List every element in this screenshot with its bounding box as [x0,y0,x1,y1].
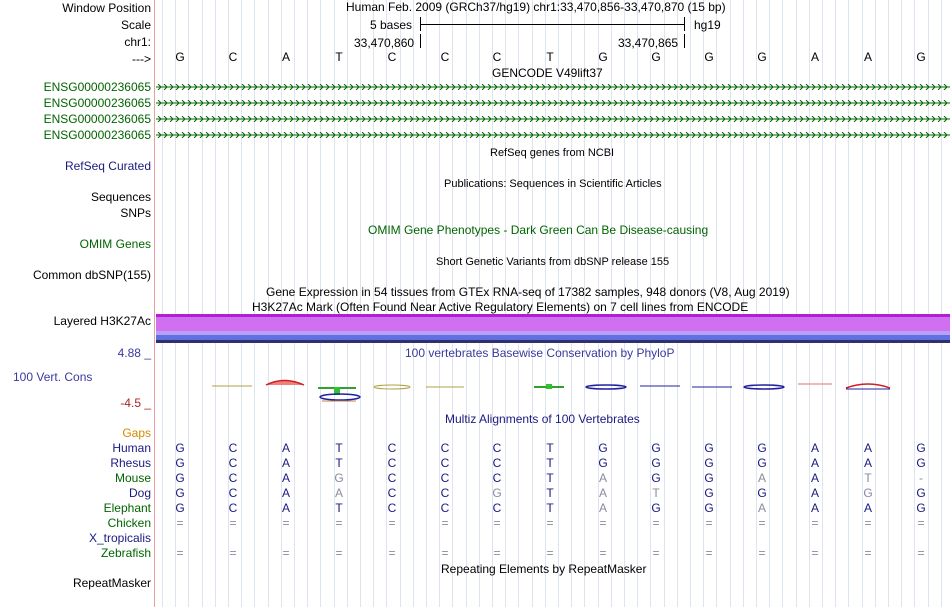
alignment-base-mouse: G [334,471,344,485]
alignment-base-chicken: = [335,516,343,530]
refseq-track-label[interactable]: RefSeq Curated [64,159,151,173]
alignment-base-elephant: C [387,501,397,515]
reference-base: G [651,50,661,64]
alignment-base-dog: G [492,486,502,500]
coord-left-tick [420,34,421,48]
alignment-base-elephant: C [228,501,238,515]
alignment-base-mouse: C [440,471,450,485]
coord-left: 33,470,860 [354,36,415,50]
alignment-base-dog: A [334,486,343,500]
alignment-base-zebrafish: = [599,546,607,560]
alignment-base-dog: G [863,486,873,500]
alignment-base-chicken: = [441,516,449,530]
scale-bar-left-tick [420,17,421,31]
coord-right: 33,470,865 [618,36,679,50]
publications-title: Publications: Sequences in Scientific Articles [444,178,662,190]
assembly-label: hg19 [694,18,721,32]
species-label-human: Human [112,441,151,455]
gene-label[interactable]: ENSG00000236065 [43,96,151,110]
window-position-label: Window Position [62,1,151,15]
alignment-base-zebrafish: = [176,546,184,560]
alignment-base-zebrafish: = [441,546,449,560]
species-label-mouse: Mouse [114,471,151,485]
species-label-elephant: Elephant [103,501,151,515]
alignment-base-zebrafish: = [282,546,290,560]
gene-label[interactable]: ENSG00000236065 [43,80,151,94]
alignment-base-human: G [757,441,767,455]
conservation-plot [156,370,950,406]
alignment-base-chicken: = [864,516,872,530]
alignment-base-dog: G [757,486,767,500]
gridline [162,0,163,607]
alignment-base-zebrafish: = [705,546,713,560]
alignment-base-chicken: = [493,516,501,530]
alignment-base-mouse: G [704,471,714,485]
alignment-base-mouse: T [546,471,554,485]
alignment-base-elephant: G [704,501,714,515]
gridline [796,0,797,607]
alignment-base-mouse: C [492,471,502,485]
alignment-base-mouse: C [387,471,397,485]
gene-label[interactable]: ENSG00000236065 [43,112,151,126]
alignment-base-mouse: G [651,471,661,485]
reference-base: C [492,50,502,64]
h3k27ac-band-dark [156,340,950,343]
alignment-base-chicken: = [652,516,660,530]
alignment-base-rhesus: G [175,456,185,470]
gene-label[interactable]: ENSG00000236065 [43,128,151,142]
gaps-label: Gaps [122,426,151,440]
omim-track-label[interactable]: OMIM Genes [79,237,151,251]
alignment-base-rhesus: G [757,456,767,470]
multiz-title: Multiz Alignments of 100 Vertebrates [445,412,640,426]
alignment-base-chicken: = [388,516,396,530]
conservation-max-label: 4.88 _ [117,346,151,360]
alignment-base-human: T [335,441,343,455]
reference-base: G [704,50,714,64]
alignment-base-elephant: G [175,501,185,515]
genome-browser-image[interactable] [156,0,950,607]
reference-base: C [228,50,238,64]
alignment-base-mouse: C [228,471,238,485]
alignment-base-zebrafish: = [864,546,872,560]
alignment-base-dog: G [704,486,714,500]
alignment-base-chicken: = [917,516,925,530]
species-label-zebrafish: Zebrafish [100,546,151,560]
reference-base: C [387,50,397,64]
alignment-base-elephant: A [281,501,290,515]
reference-base: G [175,50,185,64]
alignment-base-human: C [387,441,397,455]
sequences-track-label[interactable]: Sequences [90,190,151,204]
alignment-base-zebrafish: = [546,546,554,560]
alignment-base-zebrafish: = [493,546,501,560]
species-label-rhesus: Rhesus [110,456,151,470]
species-label-xtropicalis: X_tropicalis [88,531,151,545]
alignment-base-human: G [598,441,608,455]
alignment-base-human: G [651,441,661,455]
reference-base: T [335,50,343,64]
alignment-base-zebrafish: = [335,546,343,560]
alignment-base-mouse: A [598,471,607,485]
alignment-base-mouse: A [281,471,290,485]
alignment-base-chicken: = [176,516,184,530]
reference-base: G [916,50,926,64]
position-header: Human Feb. 2009 (GRCh37/hg19) chr1:33,470,856-33,470,870 (15 bp) [346,0,726,14]
h3k27ac-title: H3K27Ac Mark (Often Found Near Active Regulatory Elements) on 7 cell lines from ENCODE [252,300,749,314]
track-label-panel [0,0,154,607]
omim-title: OMIM Gene Phenotypes - Dark Green Can Be Disease-causing [368,223,709,237]
alignment-base-dog: G [175,486,185,500]
alignment-base-chicken: = [229,516,237,530]
gridline [888,0,889,607]
scale-bar [420,24,684,25]
alignment-base-human: C [440,441,450,455]
gridline [941,0,942,607]
species-label-dog: Dog [128,486,151,500]
alignment-base-elephant: T [546,501,554,515]
reference-base: A [281,50,290,64]
alignment-base-human: A [281,441,290,455]
alignment-base-elephant: A [757,501,766,515]
dbsnp-track-label[interactable]: Common dbSNP(155) [32,268,151,282]
gene-track-2[interactable] [156,116,950,122]
snps-track-label[interactable]: SNPs [120,206,151,220]
alignment-base-elephant: C [492,501,502,515]
alignment-base-chicken: = [282,516,290,530]
reference-base: A [810,50,819,64]
alignment-base-elephant: G [916,501,926,515]
alignment-base-rhesus: G [598,456,608,470]
gridline [215,0,216,607]
alignment-base-zebrafish: = [758,546,766,560]
gridline [782,0,783,607]
alignment-base-dog: G [916,486,926,500]
species-label-chicken: Chicken [107,516,151,530]
alignment-base-rhesus: A [810,456,819,470]
alignment-base-dog: T [546,486,554,500]
alignment-base-elephant: C [440,501,450,515]
scale-text: 5 bases [370,18,413,32]
alignment-base-elephant: G [651,501,661,515]
alignment-base-human: C [492,441,502,455]
alignment-base-chicken: = [811,516,819,530]
alignment-base-mouse: A [757,471,766,485]
alignment-base-human: C [228,441,238,455]
alignment-base-zebrafish: = [917,546,925,560]
alignment-base-human: G [175,441,185,455]
alignment-base-rhesus: C [387,456,397,470]
alignment-base-rhesus: T [335,456,343,470]
alignment-base-rhesus: C [492,456,502,470]
alignment-base-zebrafish: = [811,546,819,560]
panel-divider [154,0,155,607]
alignment-base-dog: A [810,486,819,500]
alignment-base-chicken: = [546,516,554,530]
alignment-base-mouse: T [864,471,872,485]
gridline [901,0,902,607]
refseq-title: RefSeq genes from NCBI [490,147,615,159]
dbsnp-title: Short Genetic Variants from dbSNP release 155 [436,256,670,268]
phylop-title: 100 vertebrates Basewise Conservation by PhyloP [405,346,675,360]
alignment-base-zebrafish: = [229,546,237,560]
reference-base: A [863,50,872,64]
h3k27ac-band-magenta [156,317,950,331]
alignment-base-rhesus: C [228,456,238,470]
alignment-base-zebrafish: = [388,546,396,560]
gridline [848,0,849,607]
alignment-base-rhesus: G [916,456,926,470]
alignment-base-dog: C [228,486,238,500]
gene-track-1[interactable] [156,100,950,106]
alignment-base-mouse: - [919,471,923,485]
alignment-base-chicken: = [705,516,713,530]
reference-base: G [757,50,767,64]
alignment-base-elephant: A [810,501,819,515]
alignment-base-rhesus: G [704,456,714,470]
alignment-base-dog: C [387,486,397,500]
coord-right-tick [684,34,685,48]
alignment-base-chicken: = [758,516,766,530]
alignment-base-zebrafish: = [652,546,660,560]
alignment-base-mouse: G [175,471,185,485]
alignment-base-rhesus: G [651,456,661,470]
alignment-base-elephant: A [863,501,872,515]
scale-label: Scale [120,18,151,32]
chrom-label: chr1: [124,35,151,49]
conservation-marks [212,381,890,402]
scale-bar-right-tick [684,17,685,31]
alignment-base-rhesus: C [440,456,450,470]
alignment-base-chicken: = [599,516,607,530]
reference-base: T [546,50,554,64]
gene-track-3[interactable] [156,132,950,138]
repeatmasker-track-label[interactable]: RepeatMasker [72,576,151,590]
alignment-base-dog: A [281,486,290,500]
gridline [835,0,836,607]
reference-base: C [440,50,450,64]
gene-track-0[interactable] [156,84,950,90]
h3k27ac-track-label[interactable]: Layered H3K27Ac [53,314,151,328]
repeatmasker-title: Repeating Elements by RepeatMasker [441,562,647,576]
gtex-title: Gene Expression in 54 tissues from GTEx RNA-seq of 17382 samples, 948 donors (V8, Aug 2019) [266,285,790,299]
reference-base: G [598,50,608,64]
alignment-base-human: G [704,441,714,455]
alignment-base-human: G [916,441,926,455]
alignment-base-human: A [863,441,872,455]
alignment-base-human: T [546,441,554,455]
alignment-base-dog: T [652,486,660,500]
alignment-base-elephant: T [335,501,343,515]
alignment-base-human: A [810,441,819,455]
conservation-track-label[interactable]: 100 Vert. Cons [13,370,93,384]
gridline [202,0,203,607]
alignment-base-rhesus: T [546,456,554,470]
alignment-base-rhesus: A [863,456,872,470]
alignment-base-mouse: A [810,471,819,485]
alignment-base-elephant: A [598,501,607,515]
strand-label: ---> [132,52,151,66]
alignment-base-dog: A [598,486,607,500]
conservation-min-label: -4.5 _ [120,396,151,410]
alignment-base-rhesus: A [281,456,290,470]
gencode-title: GENCODE V49lift37 [492,66,603,80]
alignment-base-dog: C [440,486,450,500]
